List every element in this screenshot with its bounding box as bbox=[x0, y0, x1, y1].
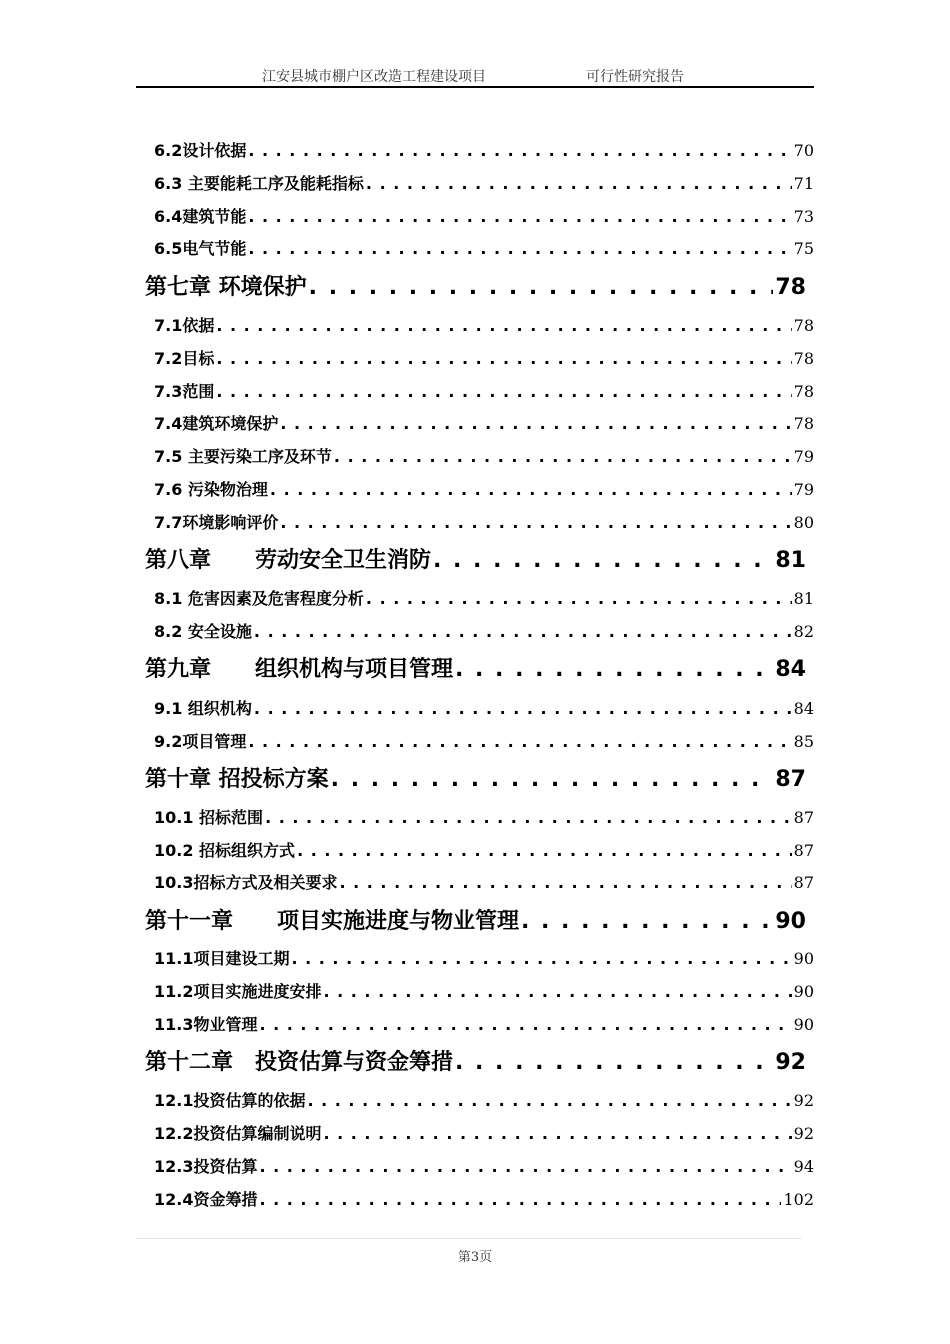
toc-dot-leader bbox=[291, 949, 791, 968]
toc-section-entry[interactable] bbox=[154, 805, 814, 828]
toc-entry-label: 10.1 招标范围 bbox=[154, 808, 264, 827]
toc-dot-leader bbox=[334, 447, 792, 466]
toc-chapter-entry[interactable] bbox=[145, 904, 806, 935]
toc-dot-leader bbox=[280, 414, 791, 433]
toc-entry-label: 9.2项目管理 bbox=[154, 732, 247, 751]
toc-entry-label: 11.1项目建设工期 bbox=[154, 949, 290, 968]
toc-entry-page-number: 78 bbox=[793, 349, 814, 368]
toc-entry-page-number: 90 bbox=[793, 982, 814, 1001]
toc-dot-leader bbox=[254, 622, 792, 641]
toc-dot-leader bbox=[259, 1157, 791, 1176]
toc-dot-leader bbox=[366, 589, 792, 608]
toc-section-entry[interactable] bbox=[154, 696, 814, 719]
toc-section-entry[interactable] bbox=[154, 979, 814, 1002]
toc-dot-leader bbox=[265, 808, 792, 827]
toc-dot-leader bbox=[307, 1091, 791, 1110]
toc-entry-label: 12.4资金筹措 bbox=[154, 1190, 258, 1209]
header-report-title: 可行性研究报告 bbox=[586, 69, 684, 85]
toc-entry-label: 7.1依据 bbox=[154, 316, 215, 335]
toc-entry-page-number: 90 bbox=[793, 949, 814, 968]
toc-entry-page-number: 78 bbox=[793, 414, 814, 433]
toc-entry-label: 10.2 招标组织方式 bbox=[154, 841, 296, 860]
toc-section-entry[interactable] bbox=[154, 204, 814, 227]
toc-entry-label: 第八章 劳动安全卫生消防 bbox=[145, 548, 432, 573]
toc-section-entry[interactable] bbox=[154, 138, 814, 161]
toc-entry-page-number: 87 bbox=[793, 841, 814, 860]
toc-entry-page-number: 81 bbox=[793, 589, 814, 608]
toc-entry-label: 8.2 安全设施 bbox=[154, 622, 252, 641]
toc-entry-label: 第七章 环境保护 bbox=[145, 275, 307, 300]
toc-section-entry[interactable] bbox=[154, 444, 814, 467]
page-header bbox=[136, 64, 814, 88]
toc-entry-page-number: 102 bbox=[783, 1190, 814, 1209]
toc-entry-page-number: 80 bbox=[793, 513, 814, 532]
toc-section-entry[interactable] bbox=[154, 619, 814, 642]
toc-entry-label: 第九章 组织机构与项目管理 bbox=[145, 657, 454, 682]
toc-entry-page-number: 82 bbox=[793, 622, 814, 641]
toc-entry-label: 12.2投资估算编制说明 bbox=[154, 1124, 322, 1143]
toc-entry-page-number: 90 bbox=[793, 1015, 814, 1034]
toc-dot-leader bbox=[521, 909, 773, 934]
toc-entry-page-number: 92 bbox=[775, 1050, 806, 1075]
toc-dot-leader bbox=[455, 1050, 773, 1075]
toc-entry-page-number: 87 bbox=[775, 767, 806, 792]
toc-dot-leader bbox=[309, 275, 774, 300]
toc-section-entry[interactable] bbox=[154, 379, 814, 402]
toc-dot-leader bbox=[216, 316, 791, 335]
toc-dot-leader bbox=[248, 141, 791, 160]
toc-entry-page-number: 87 bbox=[793, 873, 814, 892]
toc-entry-page-number: 79 bbox=[793, 447, 814, 466]
toc-section-entry[interactable] bbox=[154, 236, 814, 259]
toc-dot-leader bbox=[331, 767, 774, 792]
toc-dot-leader bbox=[254, 699, 792, 718]
toc-entry-page-number: 84 bbox=[775, 657, 806, 682]
toc-dot-leader bbox=[297, 841, 792, 860]
toc-entry-label: 7.5 主要污染工序及环节 bbox=[154, 447, 332, 466]
toc-section-entry[interactable] bbox=[154, 411, 814, 434]
toc-entry-page-number: 75 bbox=[793, 239, 814, 258]
toc-dot-leader bbox=[433, 548, 773, 573]
header-project-title: 江安县城市棚户区改造工程建设项目 bbox=[262, 69, 486, 85]
toc-entry-page-number: 70 bbox=[793, 141, 814, 160]
toc-section-entry[interactable] bbox=[154, 946, 814, 969]
toc-entry-page-number: 87 bbox=[793, 808, 814, 827]
toc-entry-label: 12.1投资估算的依据 bbox=[154, 1091, 306, 1110]
toc-section-entry[interactable] bbox=[154, 1012, 814, 1035]
toc-chapter-entry[interactable] bbox=[145, 543, 806, 574]
toc-entry-label: 8.1 危害因素及危害程度分析 bbox=[154, 589, 364, 608]
toc-dot-leader bbox=[216, 349, 791, 368]
toc-dot-leader bbox=[259, 1190, 781, 1209]
toc-entry-label: 12.3投资估算 bbox=[154, 1157, 258, 1176]
toc-entry-label: 7.6 污染物治理 bbox=[154, 480, 268, 499]
footer-divider bbox=[136, 1238, 802, 1239]
toc-entry-label: 9.1 组织机构 bbox=[154, 699, 252, 718]
toc-dot-leader bbox=[323, 982, 791, 1001]
toc-dot-leader bbox=[248, 207, 791, 226]
toc-entry-page-number: 92 bbox=[793, 1124, 814, 1143]
toc-entry-page-number: 84 bbox=[793, 699, 814, 718]
toc-entry-page-number: 81 bbox=[775, 548, 806, 573]
toc-dot-leader bbox=[455, 657, 773, 682]
toc-entry-label: 6.5电气节能 bbox=[154, 239, 247, 258]
toc-entry-page-number: 85 bbox=[793, 732, 814, 751]
toc-entry-label: 11.3物业管理 bbox=[154, 1015, 258, 1034]
toc-section-entry[interactable] bbox=[154, 346, 814, 369]
toc-section-entry[interactable] bbox=[154, 1121, 814, 1144]
toc-section-entry[interactable] bbox=[154, 313, 814, 336]
toc-section-entry[interactable] bbox=[154, 870, 814, 893]
toc-entry-page-number: 71 bbox=[793, 174, 814, 193]
toc-entry-label: 7.4建筑环境保护 bbox=[154, 414, 279, 433]
toc-entry-label: 第十章 招投标方案 bbox=[145, 767, 329, 792]
toc-entry-label: 7.3范围 bbox=[154, 382, 215, 401]
toc-dot-leader bbox=[280, 513, 791, 532]
toc-dot-leader bbox=[248, 732, 791, 751]
toc-entry-page-number: 78 bbox=[793, 382, 814, 401]
toc-entry-label: 6.2设计依据 bbox=[154, 141, 247, 160]
toc-chapter-entry[interactable] bbox=[145, 652, 806, 683]
toc-entry-page-number: 92 bbox=[793, 1091, 814, 1110]
toc-dot-leader bbox=[248, 239, 791, 258]
toc-dot-leader bbox=[366, 174, 792, 193]
toc-entry-page-number: 94 bbox=[793, 1157, 814, 1176]
toc-entry-page-number: 78 bbox=[793, 316, 814, 335]
toc-entry-label: 7.7环境影响评价 bbox=[154, 513, 279, 532]
toc-chapter-entry[interactable] bbox=[145, 762, 806, 793]
page-number: 第3页 bbox=[457, 1250, 493, 1265]
toc-chapter-entry[interactable] bbox=[145, 1045, 806, 1076]
toc-section-entry[interactable] bbox=[154, 477, 814, 500]
toc-dot-leader bbox=[339, 873, 791, 892]
toc-section-entry[interactable] bbox=[154, 1154, 814, 1177]
toc-entry-label: 10.3招标方式及相关要求 bbox=[154, 873, 338, 892]
toc-entry-label: 第十二章 投资估算与资金筹措 bbox=[145, 1050, 454, 1075]
toc-dot-leader bbox=[270, 480, 792, 499]
toc-entry-label: 第十一章 项目实施进度与物业管理 bbox=[145, 909, 520, 934]
toc-entry-page-number: 79 bbox=[793, 480, 814, 499]
toc-section-entry[interactable] bbox=[154, 1187, 814, 1210]
toc-entry-page-number: 73 bbox=[793, 207, 814, 226]
toc-section-entry[interactable] bbox=[154, 586, 814, 609]
toc-entry-label: 11.2项目实施进度安排 bbox=[154, 982, 322, 1001]
toc-section-entry[interactable] bbox=[154, 729, 814, 752]
toc-section-entry[interactable] bbox=[154, 510, 814, 533]
toc-entry-label: 6.4建筑节能 bbox=[154, 207, 247, 226]
toc-entry-page-number: 90 bbox=[775, 909, 806, 934]
toc-section-entry[interactable] bbox=[154, 1088, 814, 1111]
toc-dot-leader bbox=[323, 1124, 791, 1143]
toc-chapter-entry[interactable] bbox=[145, 270, 806, 301]
toc-dot-leader bbox=[259, 1015, 791, 1034]
toc-entry-label: 6.3 主要能耗工序及能耗指标 bbox=[154, 174, 364, 193]
toc-entry-label: 7.2目标 bbox=[154, 349, 215, 368]
toc-section-entry[interactable] bbox=[154, 171, 814, 194]
toc-entry-page-number: 78 bbox=[775, 275, 806, 300]
toc-dot-leader bbox=[216, 382, 791, 401]
toc-section-entry[interactable] bbox=[154, 838, 814, 861]
